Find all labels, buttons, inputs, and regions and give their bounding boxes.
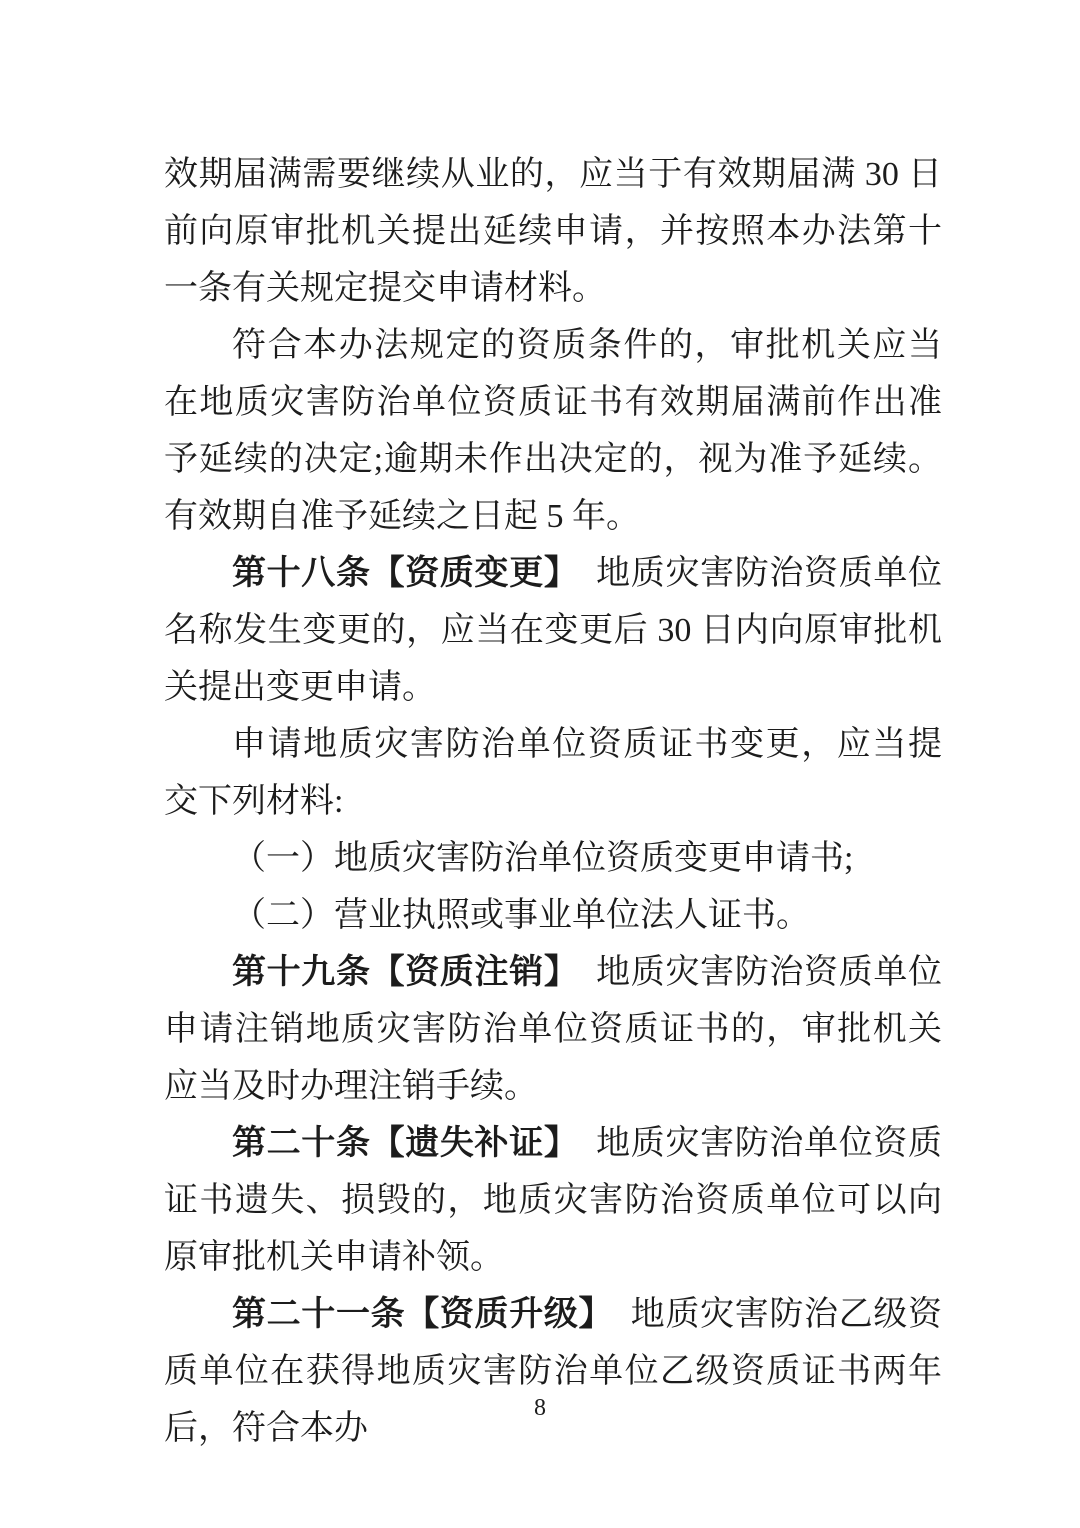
article-heading: 第二十一条【资质升级】 (232, 1296, 597, 1333)
paragraph: 效期届满需要继续从业的，应当于有效期届满 30 日前向原审批机关提出延续申请，并按照本办法第十一条有关规定提交申请材料。 (164, 156, 942, 307)
paragraph: 第二十一条【资质升级】 地质灾害防治乙级资质单位在获得地质灾害防治单位乙级资质证书两年后，符合本办 (164, 1296, 943, 1447)
paragraph: 符合本办法规定的资质条件的，审批机关应当在地质灾害防治单位资质证书有效期届满前作出准予延续的决定;逾期未作出决定的，视为准予延续。有效期自准予延续之日起 5 年。 (164, 327, 942, 535)
document-body (164, 146, 942, 1457)
article-heading: 第十八条【资质变更】 (232, 555, 562, 592)
article-heading: 第二十条【遗失补证】 (232, 1125, 562, 1162)
paragraph: 第十九条【资质注销】 地质灾害防治资质单位申请注销地质灾害防治单位资质证书的，审批机关应当及时办理注销手续。 (164, 954, 942, 1105)
page-number: 8 (534, 1395, 546, 1421)
paragraph: 第十八条【资质变更】 地质灾害防治资质单位名称发生变更的，应当在变更后 30 日内向原审批机关提出变更申请。 (164, 555, 942, 706)
paragraph: （一）地质灾害防治单位资质变更申请书; (232, 840, 854, 877)
article-heading: 第十九条【资质注销】 (232, 954, 562, 991)
paragraph: （二）营业执照或事业单位法人证书。 (232, 897, 810, 934)
paragraph: 第二十条【遗失补证】 地质灾害防治单位资质证书遗失、损毁的，地质灾害防治资质单位可以向原审批机关申请补领。 (164, 1125, 942, 1276)
paragraph: 申请地质灾害防治单位资质证书变更，应当提交下列材料: (164, 726, 942, 820)
